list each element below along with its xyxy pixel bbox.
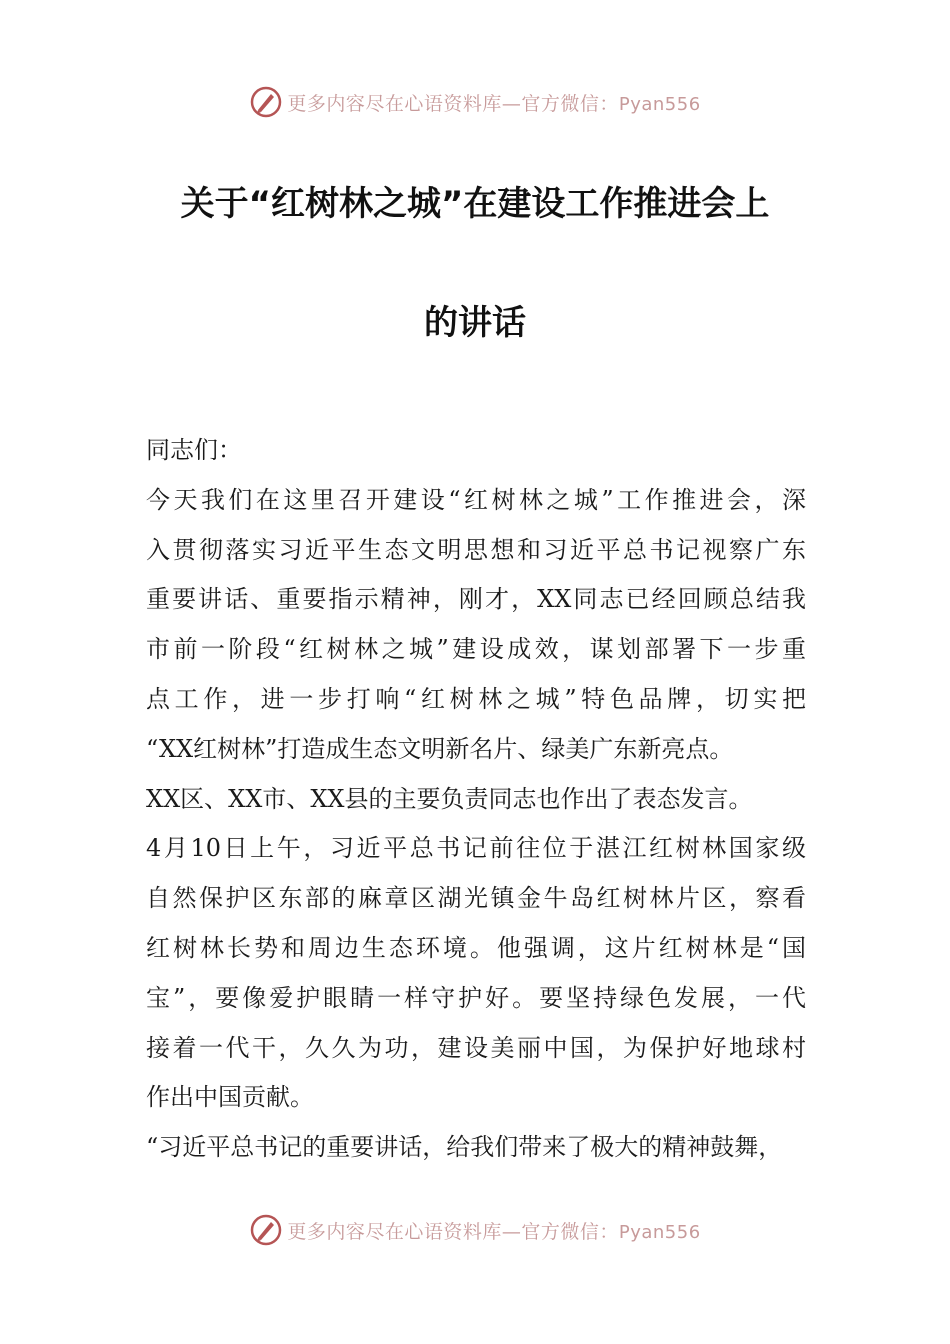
footer-watermark-banner [0,1210,950,1250]
wechat-id: Pyan556 [618,1221,701,1243]
body-line: 作出中国贡献。 [146,1083,314,1112]
document-title-line-2: 的讲话 [424,303,526,343]
pen-logo-icon [249,1213,283,1247]
body-line: 点工作，进一步打响“红树林之城”特色品牌，切实把 [146,684,806,713]
wechat-id: Pyan556 [618,93,701,115]
header-watermark-banner [0,82,950,122]
body-line: 入贯彻落实习近平生态文明思想和习近平总书记视察广东 [146,535,806,564]
pen-logo-icon [249,85,283,119]
body-line: 接着一代干，久久为功，建设美丽中国，为保护好地球村 [146,1033,806,1062]
body-line: 重要讲话、重要指示精神，刚才，XX同志已经回顾总结我 [146,585,806,614]
body-line: 市前一阶段“红树林之城”建设成效，谋划部署下一步重 [146,635,806,664]
salutation: 同志们： [146,436,242,464]
body-line: 红树林长势和周边生态环境。他强调，这片红树林是“国 [146,933,806,962]
speech-body [146,426,806,1173]
body-line: 4月10日上午，习近平总书记前往位于湛江红树林国家级 [146,834,806,863]
body-line: “XX红树林”打造成生态文明新名片、绿美广东新亮点。 [146,734,734,763]
body-line: 今天我们在这里召开建设“红树林之城”工作推进会，深 [146,485,806,514]
body-line: “习近平总书记的重要讲话，给我们带来了极大的精神鼓舞， [146,1133,783,1162]
body-line: 宝”，要像爱护眼睛一样守护好。要坚持绿色发展，一代 [146,983,806,1012]
document-title-line-1: 关于“红树林之城”在建设工作推进会上 [180,184,770,224]
body-line: XX区、XX市、XX县的主要负责同志也作出了表态发言。 [146,784,753,813]
body-line: 自然保护区东部的麻章区湖光镇金牛岛红树林片区，察看 [146,884,806,913]
watermark-text: 更多内容尽在心语资料库—官方微信：Pyan556 [287,1220,701,1243]
watermark-text: 更多内容尽在心语资料库—官方微信：Pyan556 [287,92,701,115]
